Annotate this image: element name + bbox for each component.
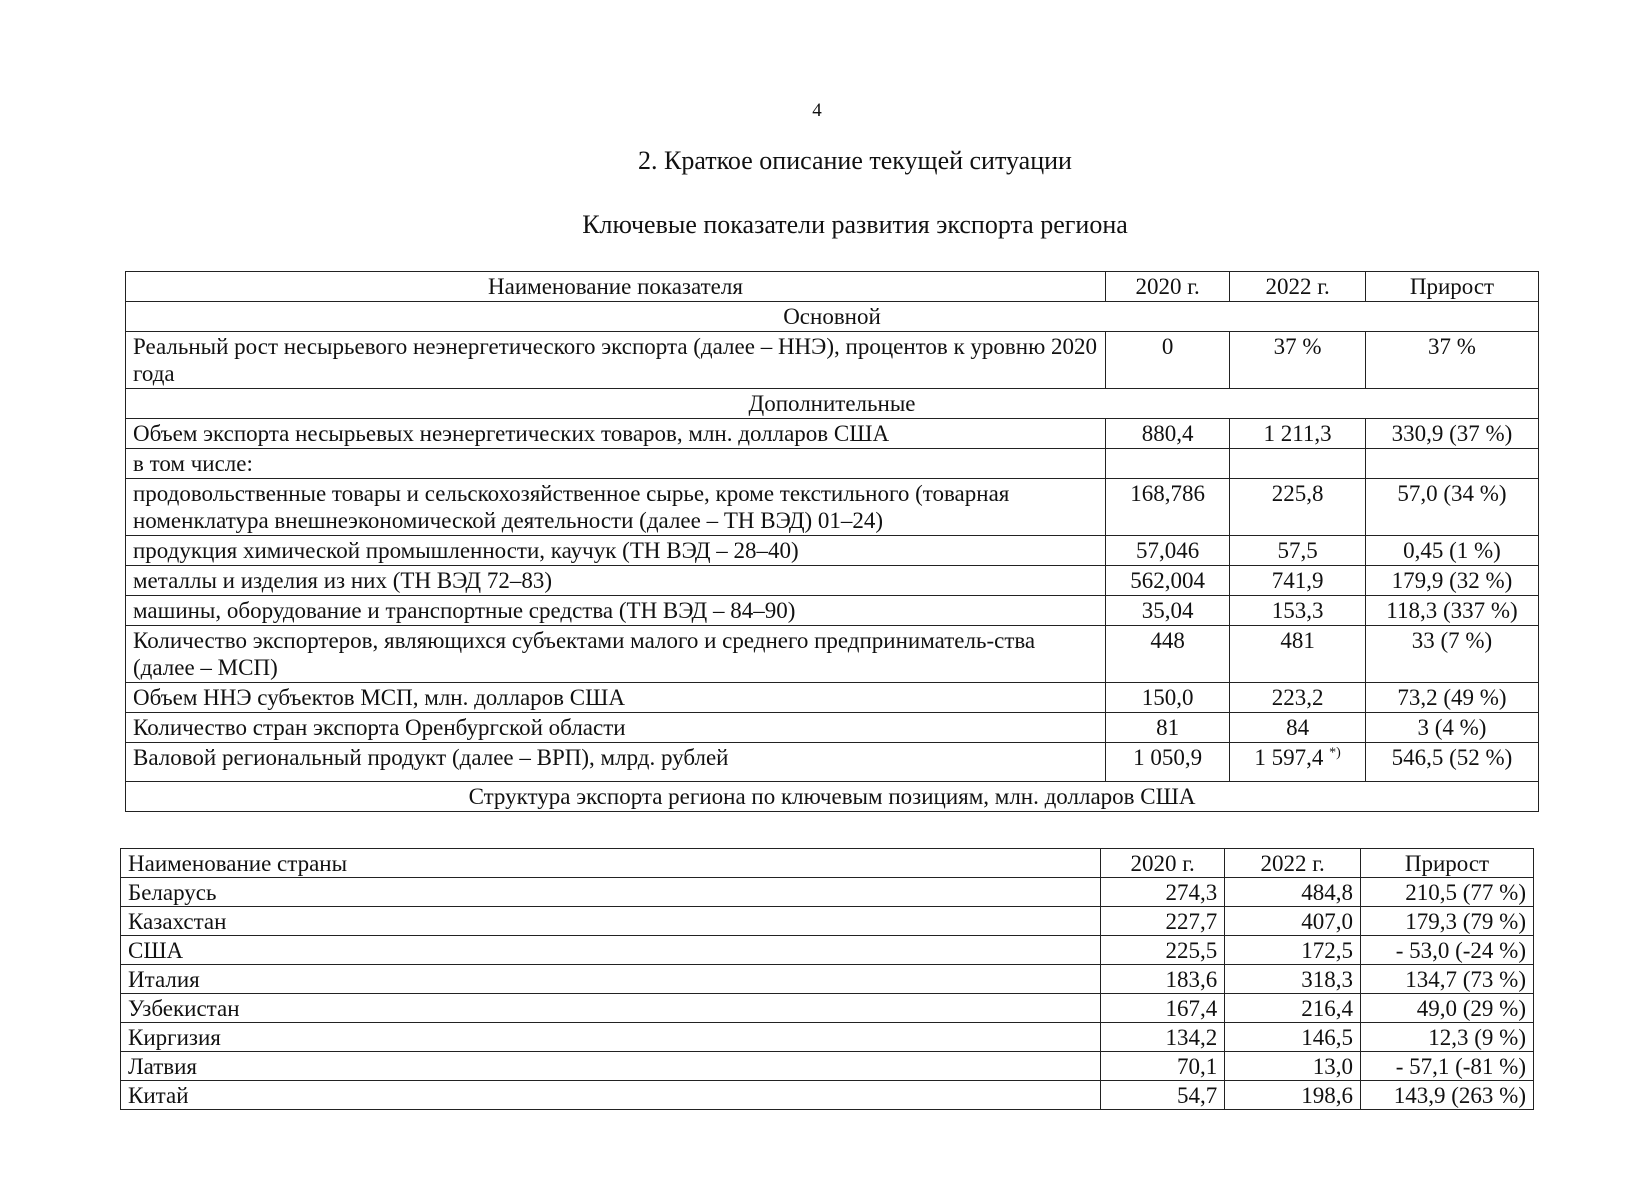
header-2022: 2022 г. bbox=[1225, 849, 1361, 878]
indicator-name: Количество стран экспорта Оренбургской области bbox=[126, 713, 1106, 743]
country-name: Узбекистан bbox=[121, 994, 1101, 1023]
value-2020: 81 bbox=[1105, 713, 1229, 743]
value-2020: 183,6 bbox=[1100, 965, 1224, 994]
table-row bbox=[126, 626, 1539, 683]
value-growth: 143,9 (263 %) bbox=[1360, 1081, 1533, 1110]
table-row bbox=[126, 479, 1539, 536]
value-2022: 741,9 bbox=[1230, 566, 1366, 596]
indicator-name: в том числе: bbox=[126, 449, 1106, 479]
value-2022: 84 bbox=[1230, 713, 1366, 743]
value-growth bbox=[1365, 449, 1538, 479]
value-2020: 35,04 bbox=[1105, 596, 1229, 626]
section-row-main bbox=[126, 302, 1539, 332]
value-2022: 484,8 bbox=[1225, 878, 1361, 907]
value-2022: 1 211,3 bbox=[1230, 419, 1366, 449]
value-2022: 318,3 bbox=[1225, 965, 1361, 994]
table-header-row bbox=[126, 272, 1539, 302]
value-growth: 179,3 (79 %) bbox=[1360, 907, 1533, 936]
country-name: Казахстан bbox=[121, 907, 1101, 936]
country-row bbox=[121, 936, 1534, 965]
value-growth: 37 % bbox=[1365, 332, 1538, 389]
indicator-name: Реальный рост несырьевого неэнергетического экспорта (далее – ННЭ), процентов к уровню 2020 года bbox=[126, 332, 1106, 389]
indicators-table bbox=[125, 271, 1539, 812]
country-row bbox=[121, 1081, 1534, 1110]
header-2020: 2020 г. bbox=[1100, 849, 1224, 878]
value-2022: 13,0 bbox=[1225, 1052, 1361, 1081]
value-growth: - 57,1 (-81 %) bbox=[1360, 1052, 1533, 1081]
indicator-name: Объем ННЭ субъектов МСП, млн. долларов США bbox=[126, 683, 1106, 713]
section-label-additional: Дополнительные bbox=[126, 389, 1539, 419]
header-2020: 2020 г. bbox=[1105, 272, 1229, 302]
country-row bbox=[121, 1023, 1534, 1052]
value-2020: 150,0 bbox=[1105, 683, 1229, 713]
table-row bbox=[126, 596, 1539, 626]
section-row-structure bbox=[126, 782, 1539, 812]
table-row bbox=[126, 536, 1539, 566]
page-number: 4 bbox=[812, 100, 822, 121]
value-2020: 168,786 bbox=[1105, 479, 1229, 536]
value-growth: 3 (4 %) bbox=[1365, 713, 1538, 743]
country-name: США bbox=[121, 936, 1101, 965]
section-label-structure: Структура экспорта региона по ключевым позициям, млн. долларов США bbox=[126, 782, 1539, 812]
value-2020 bbox=[1105, 449, 1229, 479]
value-growth: - 53,0 (-24 %) bbox=[1360, 936, 1533, 965]
value-2020: 1 050,9 bbox=[1105, 743, 1229, 782]
footnote-mark: *) bbox=[1329, 745, 1341, 761]
value-2022: 481 bbox=[1230, 626, 1366, 683]
value-2020: 227,7 bbox=[1100, 907, 1224, 936]
header-indicator: Наименование показателя bbox=[126, 272, 1106, 302]
table-row bbox=[126, 566, 1539, 596]
header-growth: Прирост bbox=[1360, 849, 1533, 878]
value-2022: 146,5 bbox=[1225, 1023, 1361, 1052]
value-2022: 153,3 bbox=[1230, 596, 1366, 626]
value-2020: 0 bbox=[1105, 332, 1229, 389]
value-2020: 70,1 bbox=[1100, 1052, 1224, 1081]
country-name: Италия bbox=[121, 965, 1101, 994]
table-title: Ключевые показатели развития экспорта региона bbox=[582, 210, 1128, 239]
value-growth: 118,3 (337 %) bbox=[1365, 596, 1538, 626]
value-2022 bbox=[1230, 449, 1366, 479]
table-row bbox=[126, 332, 1539, 389]
value-growth: 210,5 (77 %) bbox=[1360, 878, 1533, 907]
section-label-main: Основной bbox=[126, 302, 1539, 332]
value-growth: 134,7 (73 %) bbox=[1360, 965, 1533, 994]
value-2022: 1 597,4 bbox=[1254, 745, 1324, 770]
indicator-name: Объем экспорта несырьевых неэнергетических товаров, млн. долларов США bbox=[126, 419, 1106, 449]
value-2022-cell bbox=[1230, 743, 1366, 782]
country-name: Беларусь bbox=[121, 878, 1101, 907]
country-row bbox=[121, 1052, 1534, 1081]
value-2020: 562,004 bbox=[1105, 566, 1229, 596]
country-row bbox=[121, 878, 1534, 907]
value-2022: 407,0 bbox=[1225, 907, 1361, 936]
value-2020: 167,4 bbox=[1100, 994, 1224, 1023]
header-growth: Прирост bbox=[1365, 272, 1538, 302]
value-2020: 54,7 bbox=[1100, 1081, 1224, 1110]
value-growth: 33 (7 %) bbox=[1365, 626, 1538, 683]
value-2022: 198,6 bbox=[1225, 1081, 1361, 1110]
country-header-row bbox=[121, 849, 1534, 878]
value-2022: 57,5 bbox=[1230, 536, 1366, 566]
value-2020: 448 bbox=[1105, 626, 1229, 683]
value-2020: 880,4 bbox=[1105, 419, 1229, 449]
table-row bbox=[126, 743, 1539, 782]
header-2022: 2022 г. bbox=[1230, 272, 1366, 302]
indicator-name: Валовой региональный продукт (далее – ВРП), млрд. рублей bbox=[126, 743, 1106, 782]
table-row bbox=[126, 449, 1539, 479]
value-2020: 134,2 bbox=[1100, 1023, 1224, 1052]
value-2020: 225,5 bbox=[1100, 936, 1224, 965]
value-2022: 172,5 bbox=[1225, 936, 1361, 965]
value-2022: 225,8 bbox=[1230, 479, 1366, 536]
value-growth: 546,5 (52 %) bbox=[1365, 743, 1538, 782]
country-name: Латвия bbox=[121, 1052, 1101, 1081]
value-growth: 0,45 (1 %) bbox=[1365, 536, 1538, 566]
table-row bbox=[126, 683, 1539, 713]
value-2020: 57,046 bbox=[1105, 536, 1229, 566]
indicator-name: машины, оборудование и транспортные средства (ТН ВЭД – 84–90) bbox=[126, 596, 1106, 626]
table-row bbox=[126, 713, 1539, 743]
section-row-additional bbox=[126, 389, 1539, 419]
header-country: Наименование страны bbox=[121, 849, 1101, 878]
country-row bbox=[121, 965, 1534, 994]
table-row bbox=[126, 419, 1539, 449]
value-growth: 73,2 (49 %) bbox=[1365, 683, 1538, 713]
value-2022: 37 % bbox=[1230, 332, 1366, 389]
country-structure-table bbox=[120, 848, 1534, 1110]
country-name: Киргизия bbox=[121, 1023, 1101, 1052]
value-growth: 12,3 (9 %) bbox=[1360, 1023, 1533, 1052]
value-growth: 179,9 (32 %) bbox=[1365, 566, 1538, 596]
value-growth: 49,0 (29 %) bbox=[1360, 994, 1533, 1023]
value-growth: 57,0 (34 %) bbox=[1365, 479, 1538, 536]
indicator-name: Количество экспортеров, являющихся субъектами малого и среднего предприниматель-ства (далее – МСП) bbox=[126, 626, 1106, 683]
country-row bbox=[121, 907, 1534, 936]
section-heading: 2. Краткое описание текущей ситуации bbox=[638, 146, 1072, 175]
country-row bbox=[121, 994, 1534, 1023]
country-name: Китай bbox=[121, 1081, 1101, 1110]
value-2022: 223,2 bbox=[1230, 683, 1366, 713]
value-2020: 274,3 bbox=[1100, 878, 1224, 907]
indicator-name: продукция химической промышленности, каучук (ТН ВЭД – 28–40) bbox=[126, 536, 1106, 566]
value-growth: 330,9 (37 %) bbox=[1365, 419, 1538, 449]
indicator-name: металлы и изделия из них (ТН ВЭД 72–83) bbox=[126, 566, 1106, 596]
indicator-name: продовольственные товары и сельскохозяйственное сырье, кроме текстильного (товарная номенклатура внешнеэкономической деятельности (далее – ТН ВЭД) 01–24) bbox=[126, 479, 1106, 536]
value-2022: 216,4 bbox=[1225, 994, 1361, 1023]
